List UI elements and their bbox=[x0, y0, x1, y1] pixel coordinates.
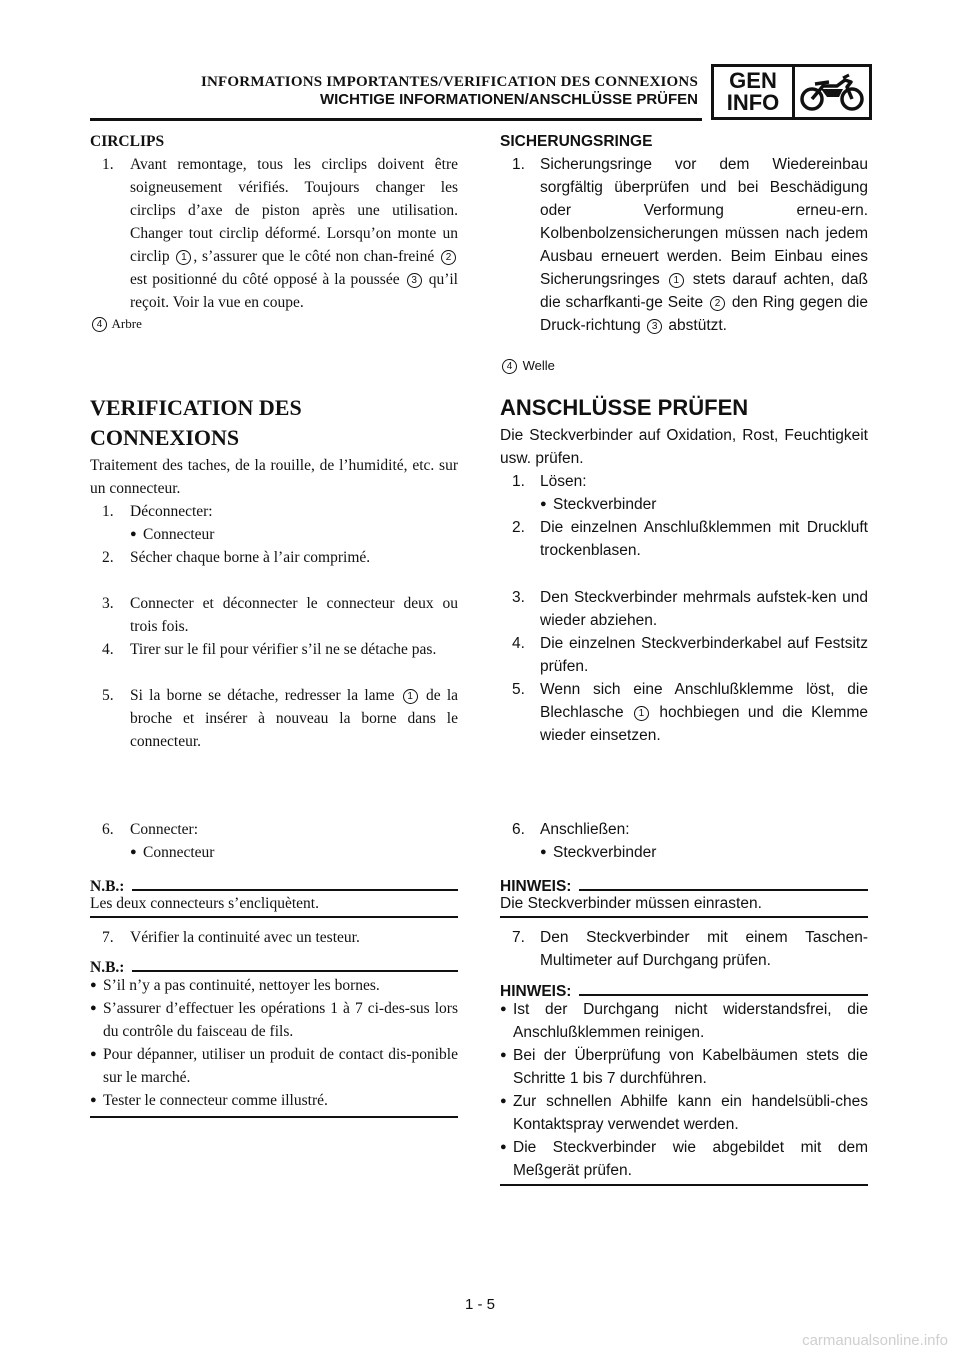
marker-2: 2 bbox=[710, 296, 725, 311]
circlips-title: CIRCLIPS bbox=[90, 133, 165, 150]
marker-2: 2 bbox=[441, 250, 456, 265]
step-1: 1. Lösen: bbox=[512, 473, 587, 490]
step-1-item: ● Connecteur bbox=[130, 526, 215, 543]
section-title: ANSCHLÜSSE PRÜFEN bbox=[500, 395, 749, 420]
step-number: 1. bbox=[102, 156, 114, 173]
nb-rule-1 bbox=[90, 916, 458, 918]
marker-4: 4 bbox=[502, 359, 517, 374]
hinweis-item: ● Bei der Überprüfung von Kabelbäumen stets die Schritte 1 bis 7 durchführen. bbox=[500, 1047, 868, 1087]
watermark: carmanualsonline.info bbox=[802, 1332, 948, 1349]
step-6: 6. Connecter: bbox=[102, 821, 199, 838]
marker-4: 4 bbox=[92, 317, 107, 332]
circlips-step bbox=[90, 153, 458, 314]
gen-info-label bbox=[714, 67, 795, 117]
nb-label-2: N.B.: bbox=[90, 956, 458, 979]
step-6-item: ● Connecteur bbox=[130, 844, 215, 861]
step-2: 2. Die einzelnen Anschlußklemmen mit Druckluft trockenblasen. bbox=[512, 519, 868, 559]
nb-item: ● S’il n’y a pas continuité, nettoyer les bornes. bbox=[90, 977, 380, 994]
step-text: Avant remontage, tous les circlips doivent être soigneusement vérifiés. Toujours changer les circlips d’axe de piston après une utilisation. Changer tout circlip déformé. Lorsqu’on monte un circlip 1 , s’assurer que le côté non chan-freiné 2 est positionné du côté opposé à la poussée 3 qu’il reçoit. Voir la vue en coupe. bbox=[130, 156, 458, 311]
hinweis-label-2: HINWEIS: bbox=[500, 980, 868, 1003]
step-7: 7. Den Steckverbinder mit einem Taschen-Multimeter auf Durchgang prüfen. bbox=[512, 929, 868, 969]
nb-item: ● Tester le connecteur comme illustré. bbox=[90, 1092, 328, 1109]
intro-text: Die Steckverbinder auf Oxidation, Rost, Feuchtigkeit usw. prüfen. bbox=[500, 427, 868, 467]
step-7: 7. Vérifier la continuité avec un testeur. bbox=[102, 929, 360, 946]
gen-info-badge bbox=[711, 64, 872, 120]
badge-line1: GEN bbox=[729, 68, 777, 93]
marker-1: 1 bbox=[176, 250, 191, 265]
nb-text-1: Les deux connecteurs s’encliquètent. bbox=[90, 895, 319, 912]
hinweis-item: ● Zur schnellen Abhilfe kann ein handelsübli-ches Kontaktspray verwendet werden. bbox=[500, 1093, 868, 1133]
hinweis-item: ● Ist der Durchgang nicht widerstandsfrei, die Anschlußklemmen reinigen. bbox=[500, 1001, 868, 1041]
section-title-l2: CONNEXIONS bbox=[90, 425, 240, 450]
step-4: 4. Tirer sur le fil pour vérifier s’il ne se détache pas. bbox=[102, 641, 437, 658]
badge-line2: INFO bbox=[726, 90, 780, 115]
marker-3: 3 bbox=[407, 273, 422, 288]
nb-item: ● Pour dépanner, utiliser un produit de contact dis-ponible sur le marché. bbox=[90, 1046, 458, 1086]
nb-rule-2 bbox=[90, 1116, 458, 1118]
step-3: 3. Den Steckverbinder mehrmals aufstek-ken und wieder abziehen. bbox=[512, 589, 868, 629]
step-1-item: ● Steckverbinder bbox=[540, 496, 657, 513]
key-4: 4 Arbre bbox=[90, 312, 458, 335]
circlips-step: 1. Sicherungsringe vor dem Wiedereinbau sorgfältig überprüfen und bei Beschädigung oder Verformung erneu-ern. Kolbenbolzensicherungen müssen nach jedem Ausbau erneuert werden. Beim Einbau eines Sicherungsringes 1 stets darauf achten, daß die scharfkanti-ge Seite 2 den Ring gegen die Druck-richtung 3 abstützt. bbox=[500, 153, 868, 337]
page-number: 1 - 5 bbox=[464, 1296, 495, 1313]
hinweis-text-1: Die Steckverbinder müssen einrasten. bbox=[500, 895, 762, 912]
hinweis-rule-1 bbox=[500, 916, 868, 918]
nb-list-2 bbox=[90, 974, 458, 1112]
marker-1: 1 bbox=[403, 689, 418, 704]
step-1: 1. Déconnecter: bbox=[102, 503, 213, 520]
hinweis-rule-2 bbox=[500, 1184, 868, 1186]
section-title-l1: VERIFICATION DES bbox=[90, 395, 302, 420]
step-5: 5. Wenn sich eine Anschlußklemme löst, die Blechlasche 1 hochbiegen und die Klemme wieder einsetzen. bbox=[512, 681, 868, 744]
intro-text: Traitement des taches, de la rouille, de l’humidité, etc. sur un connecteur. bbox=[90, 457, 458, 497]
hinweis-label-1: HINWEIS: bbox=[500, 875, 868, 898]
nb-item: ● S’assurer d’effectuer les opérations 1 à 7 ci-des-sus lors du contrôle du faisceau de fils. bbox=[90, 1000, 458, 1040]
step-6-item: ● Steckverbinder bbox=[540, 844, 657, 861]
marker-1: 1 bbox=[669, 273, 684, 288]
circlips-title: SICHERUNGSRINGE bbox=[500, 133, 653, 150]
nb-label-1: N.B.: bbox=[90, 875, 458, 898]
step-6: 6. Anschließen: bbox=[512, 821, 630, 838]
header-title-fr: INFORMATIONS IMPORTANTES/VERIFICATION DES CONNEXIONS bbox=[200, 74, 698, 90]
step-5: 5. Si la borne se détache, redresser la lame 1 de la broche et insérer à nouveau la borne dans le connecteur. bbox=[102, 687, 459, 750]
marker-1: 1 bbox=[634, 706, 649, 721]
step-text: Sicherungsringe vor dem Wiedereinbau sorgfältig überprüfen und bei Beschädigung oder Verformung erneu-ern. Kolbenbolzensicherungen müssen nach jedem Ausbau erneuert werden. Beim Einbau eines Sicherungsringes 1 stets darauf achten, daß die scharfkanti-ge Seite 2 den Ring gegen die Druck-richtung 3 abstützt. bbox=[540, 156, 868, 334]
hinweis-item: ● Die Steckverbinder wie abgebildet mit dem Meßgerät prüfen. bbox=[500, 1139, 868, 1179]
hinweis-list-2 bbox=[500, 998, 868, 1182]
header-title-de: WICHTIGE INFORMATIONEN/ANSCHLÜSSE PRÜFEN bbox=[319, 91, 698, 108]
step-3: 3. Connecter et déconnecter le connecteur deux ou trois fois. bbox=[102, 595, 458, 635]
step-4: 4. Die einzelnen Steckverbinderkabel auf Festsitz prüfen. bbox=[512, 635, 868, 675]
key-4: 4 Welle bbox=[500, 354, 868, 377]
motorcycle-icon bbox=[795, 67, 869, 117]
step-2: 2. Sécher chaque borne à l’air comprimé. bbox=[102, 549, 371, 566]
header-rule bbox=[90, 118, 702, 121]
marker-3: 3 bbox=[647, 319, 662, 334]
